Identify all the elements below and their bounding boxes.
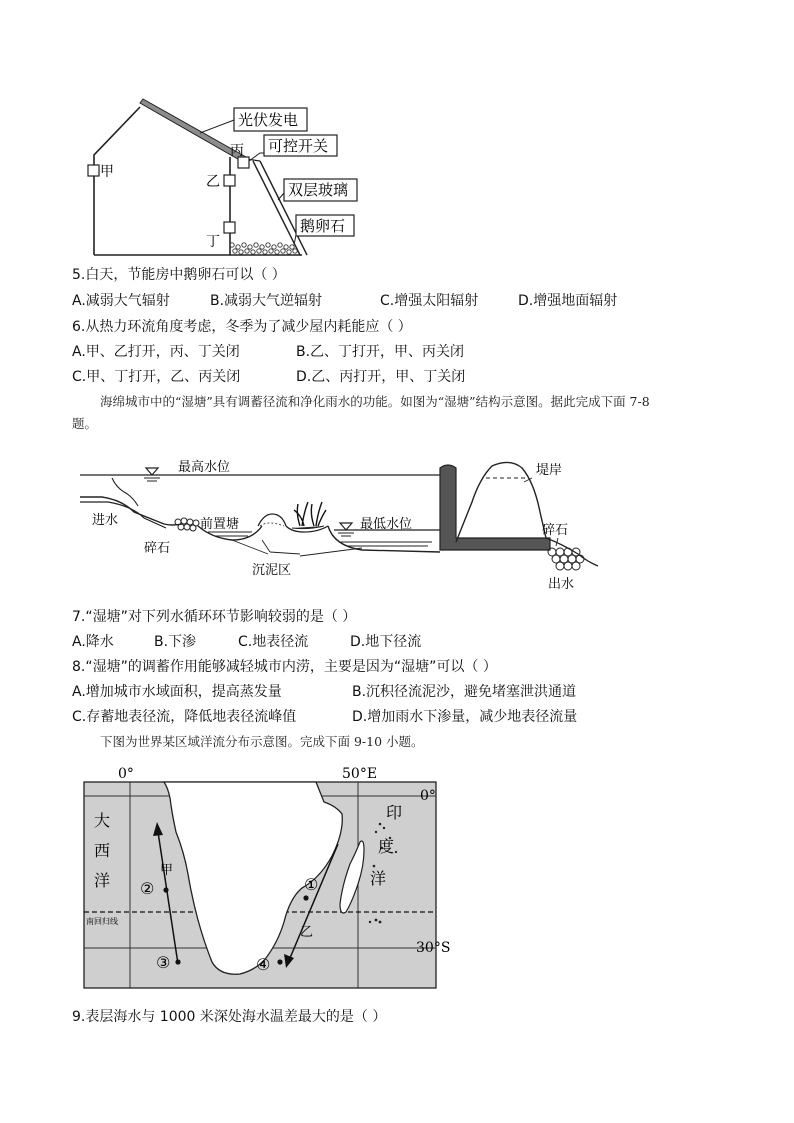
label-pv: 光伏发电 xyxy=(238,111,299,129)
q8-option-b[interactable]: B.沉积径流泥沙，避免堵塞泄洪通道 xyxy=(352,684,577,700)
intro-wet-pond-line1: 海绵城市中的“湿塘”具有调蓄径流和净化雨水的功能。如图为“湿塘”结构示意图。据此完成下面 7-8 xyxy=(100,394,650,409)
ocean-current-map xyxy=(80,762,450,994)
intro-ocean-currents: 下图为世界某区域洋流分布示意图。完成下面 9-10 小题。 xyxy=(100,734,424,749)
question-8-stem: 8.“湿塘”的调蓄作用能够减轻城市内涝，主要是因为“湿塘”可以（ ） xyxy=(72,659,497,675)
q8-option-c[interactable]: C.存蓄地表径流，降低地表径流峰值 xyxy=(72,709,297,725)
label-lat-0: 0° xyxy=(420,788,436,804)
q7-option-c[interactable]: C.地表径流 xyxy=(238,634,309,650)
q7-option-b[interactable]: B.下渗 xyxy=(154,634,197,650)
label-yi: 乙 xyxy=(206,174,220,190)
q6-option-c[interactable]: C.甲、丁打开，乙、丙关闭 xyxy=(72,369,241,385)
label-bing: 丙 xyxy=(230,143,244,159)
label-lon-50e: 50°E xyxy=(342,766,378,782)
label-point-4: ④ xyxy=(256,955,271,974)
label-stone: 鹅卵石 xyxy=(300,217,346,235)
question-6-stem: 6.从热力环流角度考虑，冬季为了减少屋内耗能应（ ） xyxy=(72,319,412,335)
label-min-level: 最低水位 xyxy=(360,517,413,532)
label-ding: 丁 xyxy=(206,234,220,250)
label-tropic: 南回归线 xyxy=(86,917,118,926)
label-lat-30s: 30°S xyxy=(416,940,450,956)
intro-wet-pond-line2: 题。 xyxy=(72,416,98,431)
q6-option-b[interactable]: B.乙、丁打开，甲、丙关闭 xyxy=(296,344,465,360)
question-5-stem: 5.白天，节能房中鹅卵石可以（ ） xyxy=(72,267,286,283)
figure-energy-house xyxy=(70,95,370,265)
label-glass: 双层玻璃 xyxy=(288,181,349,199)
label-switch: 可控开关 xyxy=(268,137,329,155)
label-current-jia: 甲 xyxy=(160,863,174,878)
q5-option-b[interactable]: B.减弱大气逆辐射 xyxy=(210,293,323,309)
label-atlantic-1: 大 xyxy=(94,811,111,830)
label-inflow: 进水 xyxy=(92,513,119,528)
q8-option-a[interactable]: A.增加城市水域面积，提高蒸发量 xyxy=(72,684,282,700)
label-outflow: 出水 xyxy=(548,577,575,592)
label-jia: 甲 xyxy=(100,164,114,180)
figure-wet-pond xyxy=(72,442,602,602)
label-embankment: 堤岸 xyxy=(536,463,563,478)
label-point-2: ② xyxy=(140,879,155,898)
label-indian-3: 洋 xyxy=(370,869,387,888)
label-atlantic-2: 西 xyxy=(94,841,111,860)
energy-house-diagram xyxy=(70,95,370,265)
q5-option-c[interactable]: C.增强太阳辐射 xyxy=(380,293,479,309)
question-7-stem: 7.“湿塘”对下列水循环环节影响较弱的是（ ） xyxy=(72,609,357,625)
label-pre-pond: 前置塘 xyxy=(200,517,240,532)
label-gravel-left: 碎石 xyxy=(144,541,171,556)
label-indian-1: 印 xyxy=(386,803,403,822)
q5-option-a[interactable]: A.减弱大气辐射 xyxy=(72,293,170,309)
label-max-level: 最高水位 xyxy=(178,460,231,475)
label-atlantic-3: 洋 xyxy=(94,871,111,890)
question-9-stem: 9.表层海水与 1000 米深处海水温差最大的是（ ） xyxy=(72,1009,387,1025)
figure-ocean-current-map xyxy=(80,762,450,994)
label-sediment: 沉泥区 xyxy=(252,563,292,578)
q7-option-d[interactable]: D.地下径流 xyxy=(350,634,422,650)
q8-option-d[interactable]: D.增加雨水下渗量，减少地表径流量 xyxy=(352,709,578,725)
q6-option-a[interactable]: A.甲、乙打开，丙、丁关闭 xyxy=(72,344,240,360)
label-lon-0: 0° xyxy=(118,766,134,782)
label-point-3: ③ xyxy=(156,953,171,972)
label-gravel-right: 碎石 xyxy=(542,523,569,538)
q6-option-d[interactable]: D.乙、丙打开，甲、丁关闭 xyxy=(296,369,466,385)
q5-option-d[interactable]: D.增强地面辐射 xyxy=(518,293,618,309)
label-point-1: ① xyxy=(304,875,319,894)
wet-pond-diagram xyxy=(72,442,602,602)
label-indian-2: 度 xyxy=(378,837,395,856)
q7-option-a[interactable]: A.降水 xyxy=(72,634,114,650)
label-current-yi: 乙 xyxy=(300,925,314,940)
